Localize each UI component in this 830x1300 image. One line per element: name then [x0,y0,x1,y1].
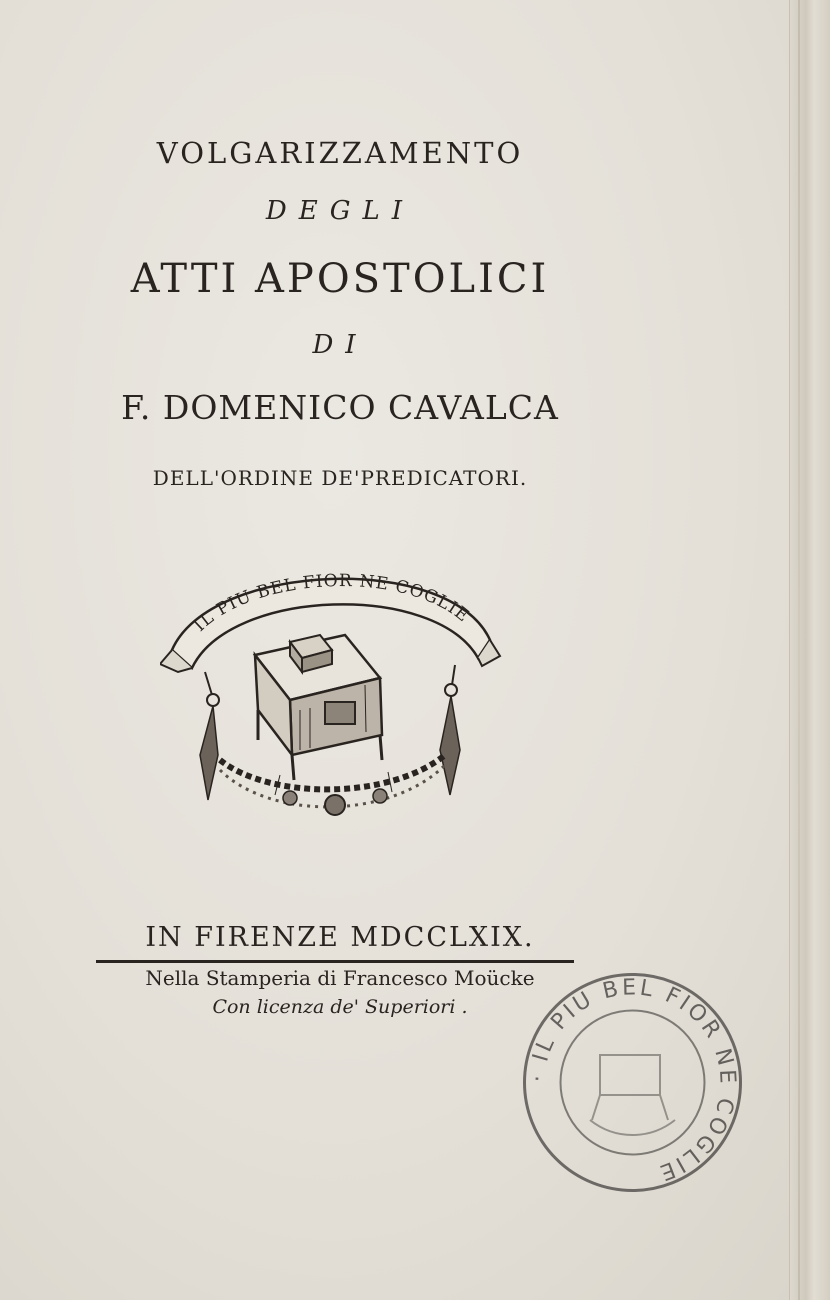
library-seal-stamp-icon [520,970,745,1195]
title-line-atti-apostolici: ATTI APOSTOLICI [130,256,550,302]
title-line-volgarizzamento: VOLGARIZZAMENTO [156,136,524,170]
imprint-rule [96,960,574,963]
page-edge [789,0,830,1300]
title-line-di: DI [312,330,368,360]
printer-device-icon [160,560,505,850]
stamp-motto: · IL PIU BEL FIOR NE COGLIE [525,975,740,1186]
emblem-motto: IL PIU BEL FIOR NE COGLIE [189,570,474,636]
page-fold [798,0,800,1300]
imprint-license: Con licenza de' Superiori . [212,996,468,1018]
author-name: F. DOMENICO CAVALCA [121,388,559,427]
imprint-printer: Nella Stamperia di Francesco Moücke [145,966,535,990]
author-order: DELL'ORDINE DE'PREDICATORI. [152,466,528,490]
title-line-degli: DEGLI [265,196,415,226]
imprint-place-date: IN FIRENZE MDCCLXIX. [145,922,535,953]
